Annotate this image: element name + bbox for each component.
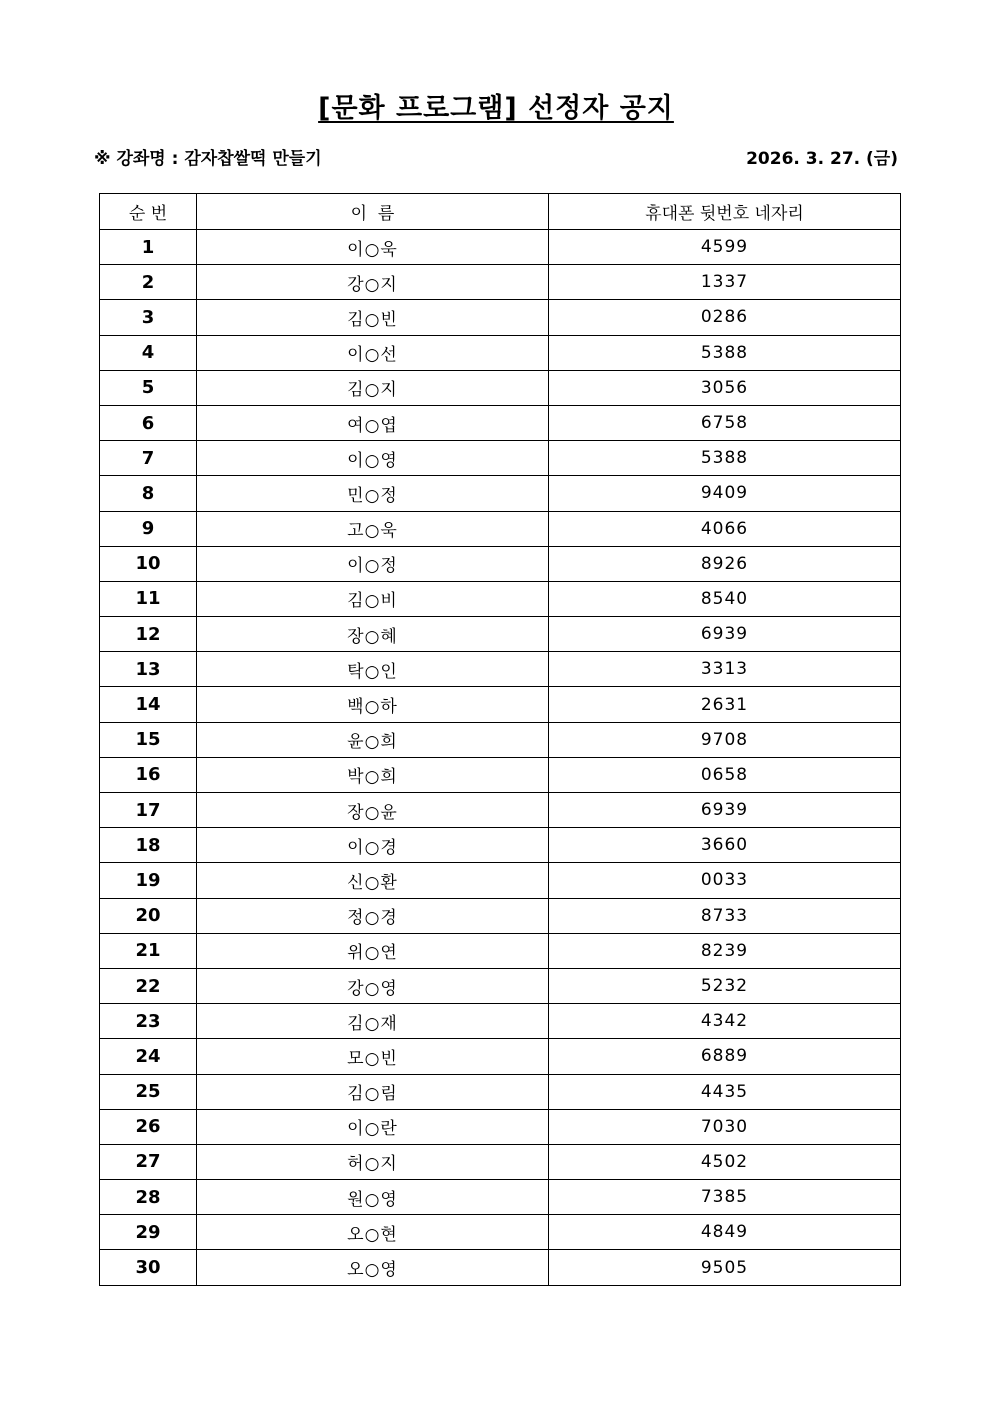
row-name: 모○빈 xyxy=(197,1039,549,1074)
row-number: 26 xyxy=(100,1109,197,1144)
row-number: 17 xyxy=(100,793,197,828)
row-name: 원○영 xyxy=(197,1180,549,1215)
row-name: 김○빈 xyxy=(197,300,549,335)
row-name: 이○정 xyxy=(197,546,549,581)
row-number: 21 xyxy=(100,933,197,968)
page-title-text: [문화 프로그램] 선정자 공지 xyxy=(318,93,674,124)
row-phone: 6758 xyxy=(549,405,901,440)
row-phone: 7030 xyxy=(549,1109,901,1144)
row-number: 18 xyxy=(100,828,197,863)
row-phone: 4066 xyxy=(549,511,901,546)
table-row xyxy=(100,722,901,757)
header-name: 이 름 xyxy=(197,194,549,230)
row-name: 장○윤 xyxy=(197,793,549,828)
table-row xyxy=(100,793,901,828)
row-phone: 7385 xyxy=(549,1180,901,1215)
row-phone: 4599 xyxy=(549,230,901,265)
row-phone: 8239 xyxy=(549,933,901,968)
header-phone: 휴대폰 뒷번호 네자리 xyxy=(549,194,901,230)
table-row xyxy=(100,1250,901,1285)
row-phone: 4502 xyxy=(549,1144,901,1179)
row-number: 4 xyxy=(100,335,197,370)
row-number: 20 xyxy=(100,898,197,933)
row-phone: 8926 xyxy=(549,546,901,581)
table-row xyxy=(100,968,901,1003)
row-name: 민○정 xyxy=(197,476,549,511)
row-phone: 0658 xyxy=(549,757,901,792)
row-number: 24 xyxy=(100,1039,197,1074)
selected-participants-table xyxy=(99,193,901,1286)
table-header-row xyxy=(100,194,901,230)
row-name: 백○하 xyxy=(197,687,549,722)
row-phone: 6939 xyxy=(549,793,901,828)
table-row xyxy=(100,898,901,933)
table-row xyxy=(100,441,901,476)
row-number: 1 xyxy=(100,230,197,265)
row-phone: 4849 xyxy=(549,1215,901,1250)
row-phone: 5232 xyxy=(549,968,901,1003)
row-phone: 3056 xyxy=(549,370,901,405)
table-row xyxy=(100,1215,901,1250)
row-name: 신○환 xyxy=(197,863,549,898)
table-row xyxy=(100,476,901,511)
row-name: 이○경 xyxy=(197,828,549,863)
row-number: 28 xyxy=(100,1180,197,1215)
table-row xyxy=(100,265,901,300)
row-phone: 9409 xyxy=(549,476,901,511)
row-number: 6 xyxy=(100,405,197,440)
table-row xyxy=(100,1180,901,1215)
row-number: 25 xyxy=(100,1074,197,1109)
table-row xyxy=(100,687,901,722)
table-row xyxy=(100,335,901,370)
row-number: 2 xyxy=(100,265,197,300)
table-row xyxy=(100,1004,901,1039)
table-row xyxy=(100,405,901,440)
table-row xyxy=(100,617,901,652)
table-row xyxy=(100,652,901,687)
row-name: 이○선 xyxy=(197,335,549,370)
row-number: 16 xyxy=(100,757,197,792)
row-phone: 0286 xyxy=(549,300,901,335)
row-number: 12 xyxy=(100,617,197,652)
row-phone: 5388 xyxy=(549,335,901,370)
row-phone: 4342 xyxy=(549,1004,901,1039)
row-number: 11 xyxy=(100,581,197,616)
table-row xyxy=(100,933,901,968)
row-name: 김○재 xyxy=(197,1004,549,1039)
table-row xyxy=(100,863,901,898)
row-number: 9 xyxy=(100,511,197,546)
row-name: 허○지 xyxy=(197,1144,549,1179)
row-number: 7 xyxy=(100,441,197,476)
row-name: 박○희 xyxy=(197,757,549,792)
table-row xyxy=(100,581,901,616)
table-row xyxy=(100,1074,901,1109)
row-name: 이○란 xyxy=(197,1109,549,1144)
row-phone: 1337 xyxy=(549,265,901,300)
row-name: 오○영 xyxy=(197,1250,549,1285)
row-name: 오○현 xyxy=(197,1215,549,1250)
row-phone: 6889 xyxy=(549,1039,901,1074)
page-title xyxy=(0,86,992,125)
row-name: 이○영 xyxy=(197,441,549,476)
row-phone: 2631 xyxy=(549,687,901,722)
row-name: 탁○인 xyxy=(197,652,549,687)
row-number: 30 xyxy=(100,1250,197,1285)
row-name: 고○욱 xyxy=(197,511,549,546)
row-phone: 5388 xyxy=(549,441,901,476)
row-phone: 4435 xyxy=(549,1074,901,1109)
table-row xyxy=(100,1039,901,1074)
row-number: 29 xyxy=(100,1215,197,1250)
row-phone: 9505 xyxy=(549,1250,901,1285)
notice-date: 2026. 3. 27. (금) xyxy=(746,149,898,169)
header-number: 순 번 xyxy=(100,194,197,230)
row-phone: 3313 xyxy=(549,652,901,687)
row-name: 위○연 xyxy=(197,933,549,968)
row-name: 장○혜 xyxy=(197,617,549,652)
row-number: 14 xyxy=(100,687,197,722)
row-number: 3 xyxy=(100,300,197,335)
row-phone: 9708 xyxy=(549,722,901,757)
row-number: 10 xyxy=(100,546,197,581)
table-row xyxy=(100,1144,901,1179)
row-name: 이○욱 xyxy=(197,230,549,265)
row-phone: 3660 xyxy=(549,828,901,863)
course-name: ※ 강좌명 : 감자찹쌀떡 만들기 xyxy=(94,149,322,169)
table-row xyxy=(100,828,901,863)
row-name: 김○림 xyxy=(197,1074,549,1109)
table-row xyxy=(100,230,901,265)
row-number: 13 xyxy=(100,652,197,687)
row-name: 김○비 xyxy=(197,581,549,616)
row-number: 22 xyxy=(100,968,197,1003)
row-phone: 8540 xyxy=(549,581,901,616)
row-number: 27 xyxy=(100,1144,197,1179)
row-name: 여○엽 xyxy=(197,405,549,440)
row-number: 23 xyxy=(100,1004,197,1039)
row-number: 5 xyxy=(100,370,197,405)
row-number: 19 xyxy=(100,863,197,898)
table-row xyxy=(100,757,901,792)
row-name: 강○지 xyxy=(197,265,549,300)
row-phone: 8733 xyxy=(549,898,901,933)
table-row xyxy=(100,511,901,546)
row-name: 윤○희 xyxy=(197,722,549,757)
row-name: 정○경 xyxy=(197,898,549,933)
row-number: 15 xyxy=(100,722,197,757)
table-row xyxy=(100,370,901,405)
row-number: 8 xyxy=(100,476,197,511)
row-name: 강○영 xyxy=(197,968,549,1003)
row-phone: 0033 xyxy=(549,863,901,898)
table-row xyxy=(100,300,901,335)
row-name: 김○지 xyxy=(197,370,549,405)
table-row xyxy=(100,546,901,581)
row-phone: 6939 xyxy=(549,617,901,652)
table-row xyxy=(100,1109,901,1144)
